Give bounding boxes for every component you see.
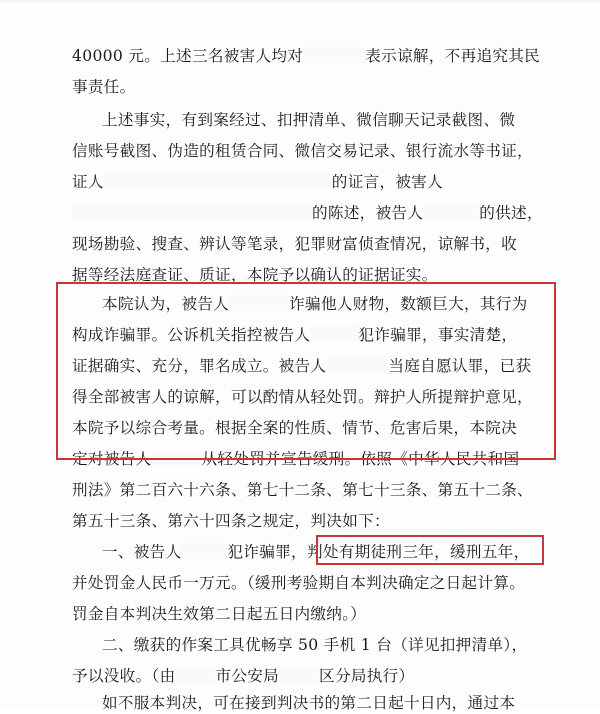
text-segment: 如不服本判决，可在接到判决书的第二日起十日内，通过本 bbox=[102, 694, 516, 712]
text-line-10 bbox=[72, 324, 517, 346]
text-line-20 bbox=[102, 634, 527, 656]
text-line-7 bbox=[72, 233, 517, 255]
text-segment: 本院认为，被告人 bbox=[102, 295, 230, 313]
redacted-name bbox=[229, 295, 289, 311]
text-line-21 bbox=[72, 665, 414, 687]
text-segment: 市公安局 bbox=[215, 667, 280, 685]
redacted-name bbox=[72, 204, 312, 220]
text-line-9 bbox=[102, 293, 528, 315]
text-segment: 据等经法庭查证、质证，本院予以确认的证据证实。 bbox=[72, 266, 438, 284]
redacted-name bbox=[310, 326, 358, 342]
text-segment: 从轻处罚并宣告缓刑。依照《中华人民共和国 bbox=[201, 450, 520, 468]
redacted-name bbox=[181, 543, 227, 559]
text-line-4 bbox=[72, 140, 533, 162]
text-segment: 刑法》第二百六十六条、第七十二条、第七十三条、第五十二条、 bbox=[72, 481, 533, 499]
text-segment: 第五十三条、第六十四条之规定，判决如下： bbox=[72, 512, 390, 530]
text-line-1 bbox=[72, 45, 540, 67]
text-segment: 区分局执行） bbox=[319, 667, 415, 685]
text-line-18 bbox=[72, 572, 525, 594]
text-line-17 bbox=[102, 541, 529, 563]
text-segment: 本院予以综合考量。根据全案的性质、情节、危害后果，本院决 bbox=[72, 419, 518, 437]
text-segment: 证人 bbox=[72, 173, 104, 191]
text-segment: 犯诈骗罪，判处有期徒刑三年，缓刑五年， bbox=[227, 543, 530, 561]
text-segment: 表示谅解，不再追究其民 bbox=[365, 47, 541, 65]
redacted-place bbox=[279, 667, 319, 683]
text-segment: 的供述， bbox=[479, 204, 543, 222]
text-line-11 bbox=[72, 355, 531, 377]
text-segment: 定对被告人 bbox=[72, 450, 152, 468]
text-line-19 bbox=[72, 603, 366, 625]
text-line-22 bbox=[102, 692, 515, 714]
text-line-13 bbox=[72, 417, 517, 439]
text-line-15 bbox=[72, 479, 533, 501]
text-line-12 bbox=[72, 386, 533, 408]
text-segment: 信账号截图、伪造的租赁合同、微信交易记录、银行流水等书证， bbox=[72, 142, 533, 160]
redacted-name bbox=[303, 47, 365, 63]
text-segment: 40000 元。上述三名被害人均对 bbox=[72, 47, 304, 65]
text-segment: 的证言，被害人 bbox=[331, 173, 444, 191]
text-line-8 bbox=[72, 264, 438, 286]
text-line-16 bbox=[72, 510, 390, 532]
text-segment: 的陈述，被告人 bbox=[312, 204, 424, 222]
text-segment: 一、被告人 bbox=[102, 543, 182, 561]
text-segment: 罚金自本判决生效第二日起五日内缴纳。） bbox=[72, 605, 367, 623]
redacted-name bbox=[151, 450, 201, 466]
text-segment: 诈骗他人财物，数额巨大，其行为 bbox=[289, 295, 528, 313]
text-segment: 证据确实、充分，罪名成立。被告人 bbox=[72, 357, 327, 375]
text-line-14 bbox=[72, 448, 519, 470]
text-segment: 并处罚金人民币一万元。（缓刑考验期自本判决确定之日起计算。 bbox=[72, 574, 526, 592]
text-line-3 bbox=[102, 109, 515, 131]
text-line-6 bbox=[72, 202, 543, 224]
text-segment: 构成诈骗罪。公诉机关指控被告人 bbox=[72, 326, 311, 344]
text-segment: 现场勘验、搜查、辨认等笔录，犯罪财富侦查情况，谅解书，收 bbox=[72, 235, 518, 253]
text-line-5 bbox=[72, 171, 443, 193]
redacted-name bbox=[326, 357, 388, 373]
text-segment: 犯诈骗罪，事实清楚， bbox=[358, 326, 518, 344]
redacted-name bbox=[104, 173, 332, 189]
text-segment: 得全部被害人的谅解，可以酌情从轻处罚。辩护人所提辩护意见， bbox=[72, 388, 533, 406]
scan-edge bbox=[0, 0, 600, 2]
text-segment: 上述事实，有到案经过、扣押清单、微信聊天记录截图、微 bbox=[102, 111, 516, 129]
redacted-name bbox=[423, 204, 479, 220]
text-segment: 当庭自愿认罪，已获 bbox=[388, 357, 532, 375]
text-line-2 bbox=[72, 76, 136, 98]
text-segment: 予以没收。（由 bbox=[72, 667, 176, 685]
text-segment: 二、缴获的作案工具优畅享 50 手机 1 台（详见扣押清单）， bbox=[102, 636, 528, 654]
redacted-place bbox=[175, 667, 215, 683]
text-segment: 事责任。 bbox=[72, 78, 136, 96]
